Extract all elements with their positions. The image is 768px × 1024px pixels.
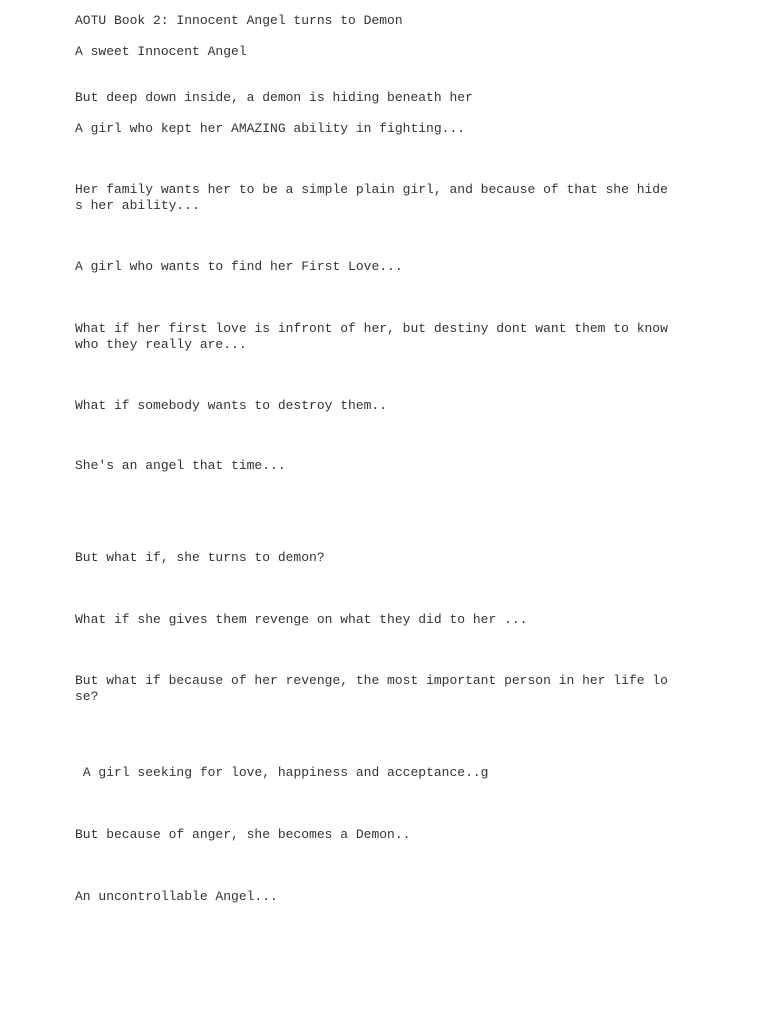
paragraph-14: An uncontrollable Angel...: [75, 889, 278, 904]
paragraph-8: She's an angel that time...: [75, 458, 286, 473]
paragraph-6: What if her first love is infront of her, but destiny dont want them to know who they really are...: [75, 321, 676, 352]
paragraph-5: A girl who wants to find her First Love...: [75, 259, 403, 274]
paragraph-13: But because of anger, she becomes a Demon..: [75, 827, 411, 842]
paragraph-9: But what if, she turns to demon?: [75, 550, 325, 565]
paragraph-2: But deep down inside, a demon is hiding beneath her: [75, 90, 473, 105]
paragraph-1: A sweet Innocent Angel: [75, 44, 247, 59]
paragraph-10: What if she gives them revenge on what they did to her ...: [75, 612, 528, 627]
paragraph-7: What if somebody wants to destroy them..: [75, 398, 388, 413]
paragraph-11: But what if because of her revenge, the most important person in her life lose?: [75, 673, 668, 704]
document-title: AOTU Book 2: Innocent Angel turns to Demon: [75, 13, 403, 28]
paragraph-3: A girl who kept her AMAZING ability in fighting...: [75, 121, 466, 136]
paragraph-12: A girl seeking for love, happiness and acceptance..g: [75, 765, 489, 780]
paragraph-4: Her family wants her to be a simple plain girl, and because of that she hides her ability...: [75, 182, 668, 213]
